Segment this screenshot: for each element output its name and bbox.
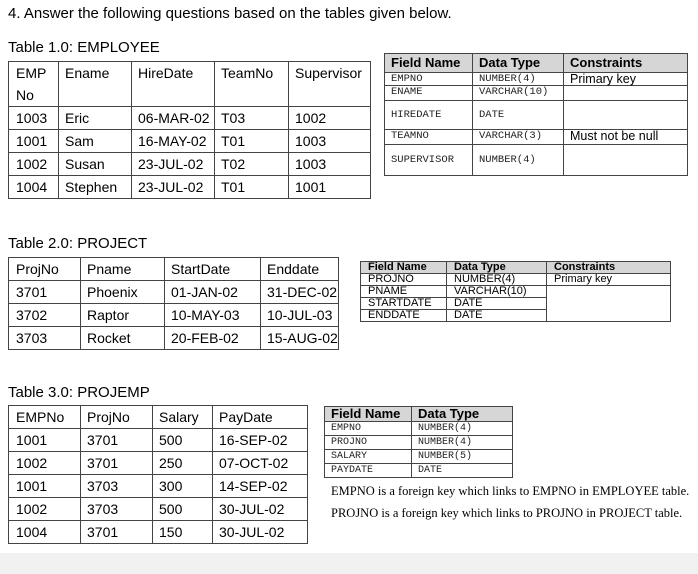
table-row — [385, 73, 688, 86]
project-table — [8, 257, 339, 350]
table-cell: HIREDATE — [385, 101, 473, 130]
table-cell: 30-JUL-02 — [213, 498, 308, 521]
table-cell: DATE — [447, 310, 547, 322]
projemp-schema-table — [324, 406, 513, 478]
foreign-key-note: EMPNO is a foreign key which links to EMPNO in EMPLOYEE table. — [331, 484, 690, 498]
column-header: Constraints — [547, 262, 671, 274]
table-cell: 1003 — [9, 107, 59, 130]
table-cell: T01 — [215, 176, 289, 199]
column-header: Field Name — [325, 407, 412, 422]
table-cell: 15-AUG-02 — [261, 327, 339, 350]
column-header: ProjNo — [9, 258, 81, 281]
employee-table — [8, 61, 371, 199]
table-cell: 1004 — [9, 176, 59, 199]
column-header: EMP No — [9, 62, 59, 107]
table-cell: 10-JUL-03 — [261, 304, 339, 327]
table-cell: 1002 — [9, 153, 59, 176]
table-cell: VARCHAR(10) — [473, 86, 564, 101]
table-cell: 150 — [153, 521, 213, 544]
table-row — [385, 145, 688, 176]
table-row — [9, 130, 371, 153]
column-header: Data Type — [412, 407, 513, 422]
table-cell: 31-DEC-02 — [261, 281, 339, 304]
table-cell: PNAME — [361, 286, 447, 298]
table-cell: Must not be null — [564, 130, 688, 145]
column-header: Pname — [81, 258, 165, 281]
table-row — [9, 107, 371, 130]
column-header: PayDate — [213, 406, 308, 429]
table-cell: 1001 — [9, 429, 81, 452]
table-cell: 16-SEP-02 — [213, 429, 308, 452]
table-row — [325, 436, 513, 450]
table-cell: Sam — [59, 130, 132, 153]
table-cell: 3703 — [81, 498, 153, 521]
table-cell: TEAMNO — [385, 130, 473, 145]
table-cell: DATE — [473, 101, 564, 130]
employee-schema-table — [384, 53, 688, 176]
table-cell: 07-OCT-02 — [213, 452, 308, 475]
table-row — [385, 101, 688, 130]
table-row — [9, 304, 339, 327]
table-cell: DATE — [447, 298, 547, 310]
table-row — [325, 422, 513, 436]
table-cell: 500 — [153, 429, 213, 452]
table-cell: 1001 — [289, 176, 371, 199]
table-cell: ENAME — [385, 86, 473, 101]
table-cell: EMPNO — [385, 73, 473, 86]
table-cell: 10-MAY-03 — [165, 304, 261, 327]
table-header-row — [9, 406, 308, 429]
table-cell: 23-JUL-02 — [132, 176, 215, 199]
foreign-key-note: PROJNO is a foreign key which links to PROJNO in PROJECT table. — [331, 506, 683, 520]
table-cell: NUMBER(4) — [473, 73, 564, 86]
table-cell: 16-MAY-02 — [132, 130, 215, 153]
column-header: Constraints — [564, 54, 688, 73]
table-cell: 300 — [153, 475, 213, 498]
table-cell — [564, 86, 688, 101]
table-cell: 3703 — [81, 475, 153, 498]
table-header-row — [361, 262, 671, 274]
table-row — [9, 521, 308, 544]
table-cell: 3701 — [81, 452, 153, 475]
project-table-caption: Table 2.0: PROJECT — [8, 235, 148, 252]
table-cell: Eric — [59, 107, 132, 130]
table-cell: 500 — [153, 498, 213, 521]
question-text: 4. Answer the following questions based on the tables given below. — [8, 5, 452, 22]
table-cell — [547, 286, 671, 322]
table-cell: 1002 — [289, 107, 371, 130]
table-cell: 1002 — [9, 498, 81, 521]
table-row — [9, 429, 308, 452]
table-row — [325, 464, 513, 478]
column-header: Data Type — [447, 262, 547, 274]
table-cell: 06-MAR-02 — [132, 107, 215, 130]
table-cell: NUMBER(4) — [473, 145, 564, 176]
table-cell: 250 — [153, 452, 213, 475]
column-header: Salary — [153, 406, 213, 429]
table-cell: 30-JUL-02 — [213, 521, 308, 544]
table-row — [325, 450, 513, 464]
table-row — [9, 452, 308, 475]
table-cell: 3701 — [81, 521, 153, 544]
table-cell: ENDDATE — [361, 310, 447, 322]
table-cell: 1003 — [289, 153, 371, 176]
column-header: Ename — [59, 62, 132, 107]
table-cell: VARCHAR(3) — [473, 130, 564, 145]
table-cell: Susan — [59, 153, 132, 176]
column-header: Field Name — [385, 54, 473, 73]
table-cell: DATE — [412, 464, 513, 478]
table-cell: 1004 — [9, 521, 81, 544]
column-header: StartDate — [165, 258, 261, 281]
table-cell: 1001 — [9, 130, 59, 153]
table-row — [385, 130, 688, 145]
table-cell — [564, 145, 688, 176]
table-cell: VARCHAR(10) — [447, 286, 547, 298]
table-row — [9, 498, 308, 521]
column-header: Field Name — [361, 262, 447, 274]
table-cell: EMPNO — [325, 422, 412, 436]
column-header: EMPNo — [9, 406, 81, 429]
table-cell: 3701 — [81, 429, 153, 452]
table-cell: SALARY — [325, 450, 412, 464]
table-cell: T01 — [215, 130, 289, 153]
table-row — [385, 86, 688, 101]
column-header: HireDate — [132, 62, 215, 107]
table-cell: 01-JAN-02 — [165, 281, 261, 304]
employee-table-caption: Table 1.0: EMPLOYEE — [8, 39, 160, 56]
table-cell: Rocket — [81, 327, 165, 350]
table-cell: 14-SEP-02 — [213, 475, 308, 498]
table-row — [9, 327, 339, 350]
projemp-table-caption: Table 3.0: PROJEMP — [8, 384, 150, 401]
table-cell — [564, 101, 688, 130]
table-cell: T03 — [215, 107, 289, 130]
table-cell: 3703 — [9, 327, 81, 350]
table-row — [361, 274, 671, 286]
table-header-row — [9, 62, 371, 107]
table-cell: NUMBER(4) — [412, 436, 513, 450]
table-cell: T02 — [215, 153, 289, 176]
table-cell: NUMBER(4) — [447, 274, 547, 286]
column-header: Enddate — [261, 258, 339, 281]
table-cell: NUMBER(5) — [412, 450, 513, 464]
table-cell: SUPERVISOR — [385, 145, 473, 176]
table-row — [9, 153, 371, 176]
table-cell: 1001 — [9, 475, 81, 498]
table-cell: Raptor — [81, 304, 165, 327]
table-cell: 3701 — [9, 281, 81, 304]
column-header: Supervisor — [289, 62, 371, 107]
table-cell: STARTDATE — [361, 298, 447, 310]
table-cell: 1003 — [289, 130, 371, 153]
table-cell: NUMBER(4) — [412, 422, 513, 436]
projemp-table — [8, 405, 308, 544]
page-footer-band — [0, 553, 698, 574]
table-header-row — [9, 258, 339, 281]
table-cell: Stephen — [59, 176, 132, 199]
table-cell: PROJNO — [361, 274, 447, 286]
table-cell: Phoenix — [81, 281, 165, 304]
table-cell: PAYDATE — [325, 464, 412, 478]
table-cell: 1002 — [9, 452, 81, 475]
table-cell: 23-JUL-02 — [132, 153, 215, 176]
table-header-row — [385, 54, 688, 73]
table-cell: 3702 — [9, 304, 81, 327]
table-row — [9, 281, 339, 304]
column-header: Data Type — [473, 54, 564, 73]
table-row — [9, 176, 371, 199]
column-header: ProjNo — [81, 406, 153, 429]
table-cell: Primary key — [564, 73, 688, 86]
project-schema-table — [360, 261, 671, 322]
table-cell: Primary key — [547, 274, 671, 286]
table-header-row — [325, 407, 513, 422]
table-cell: PROJNO — [325, 436, 412, 450]
table-row — [9, 475, 308, 498]
table-cell: 20-FEB-02 — [165, 327, 261, 350]
table-row — [361, 286, 671, 298]
column-header: TeamNo — [215, 62, 289, 107]
